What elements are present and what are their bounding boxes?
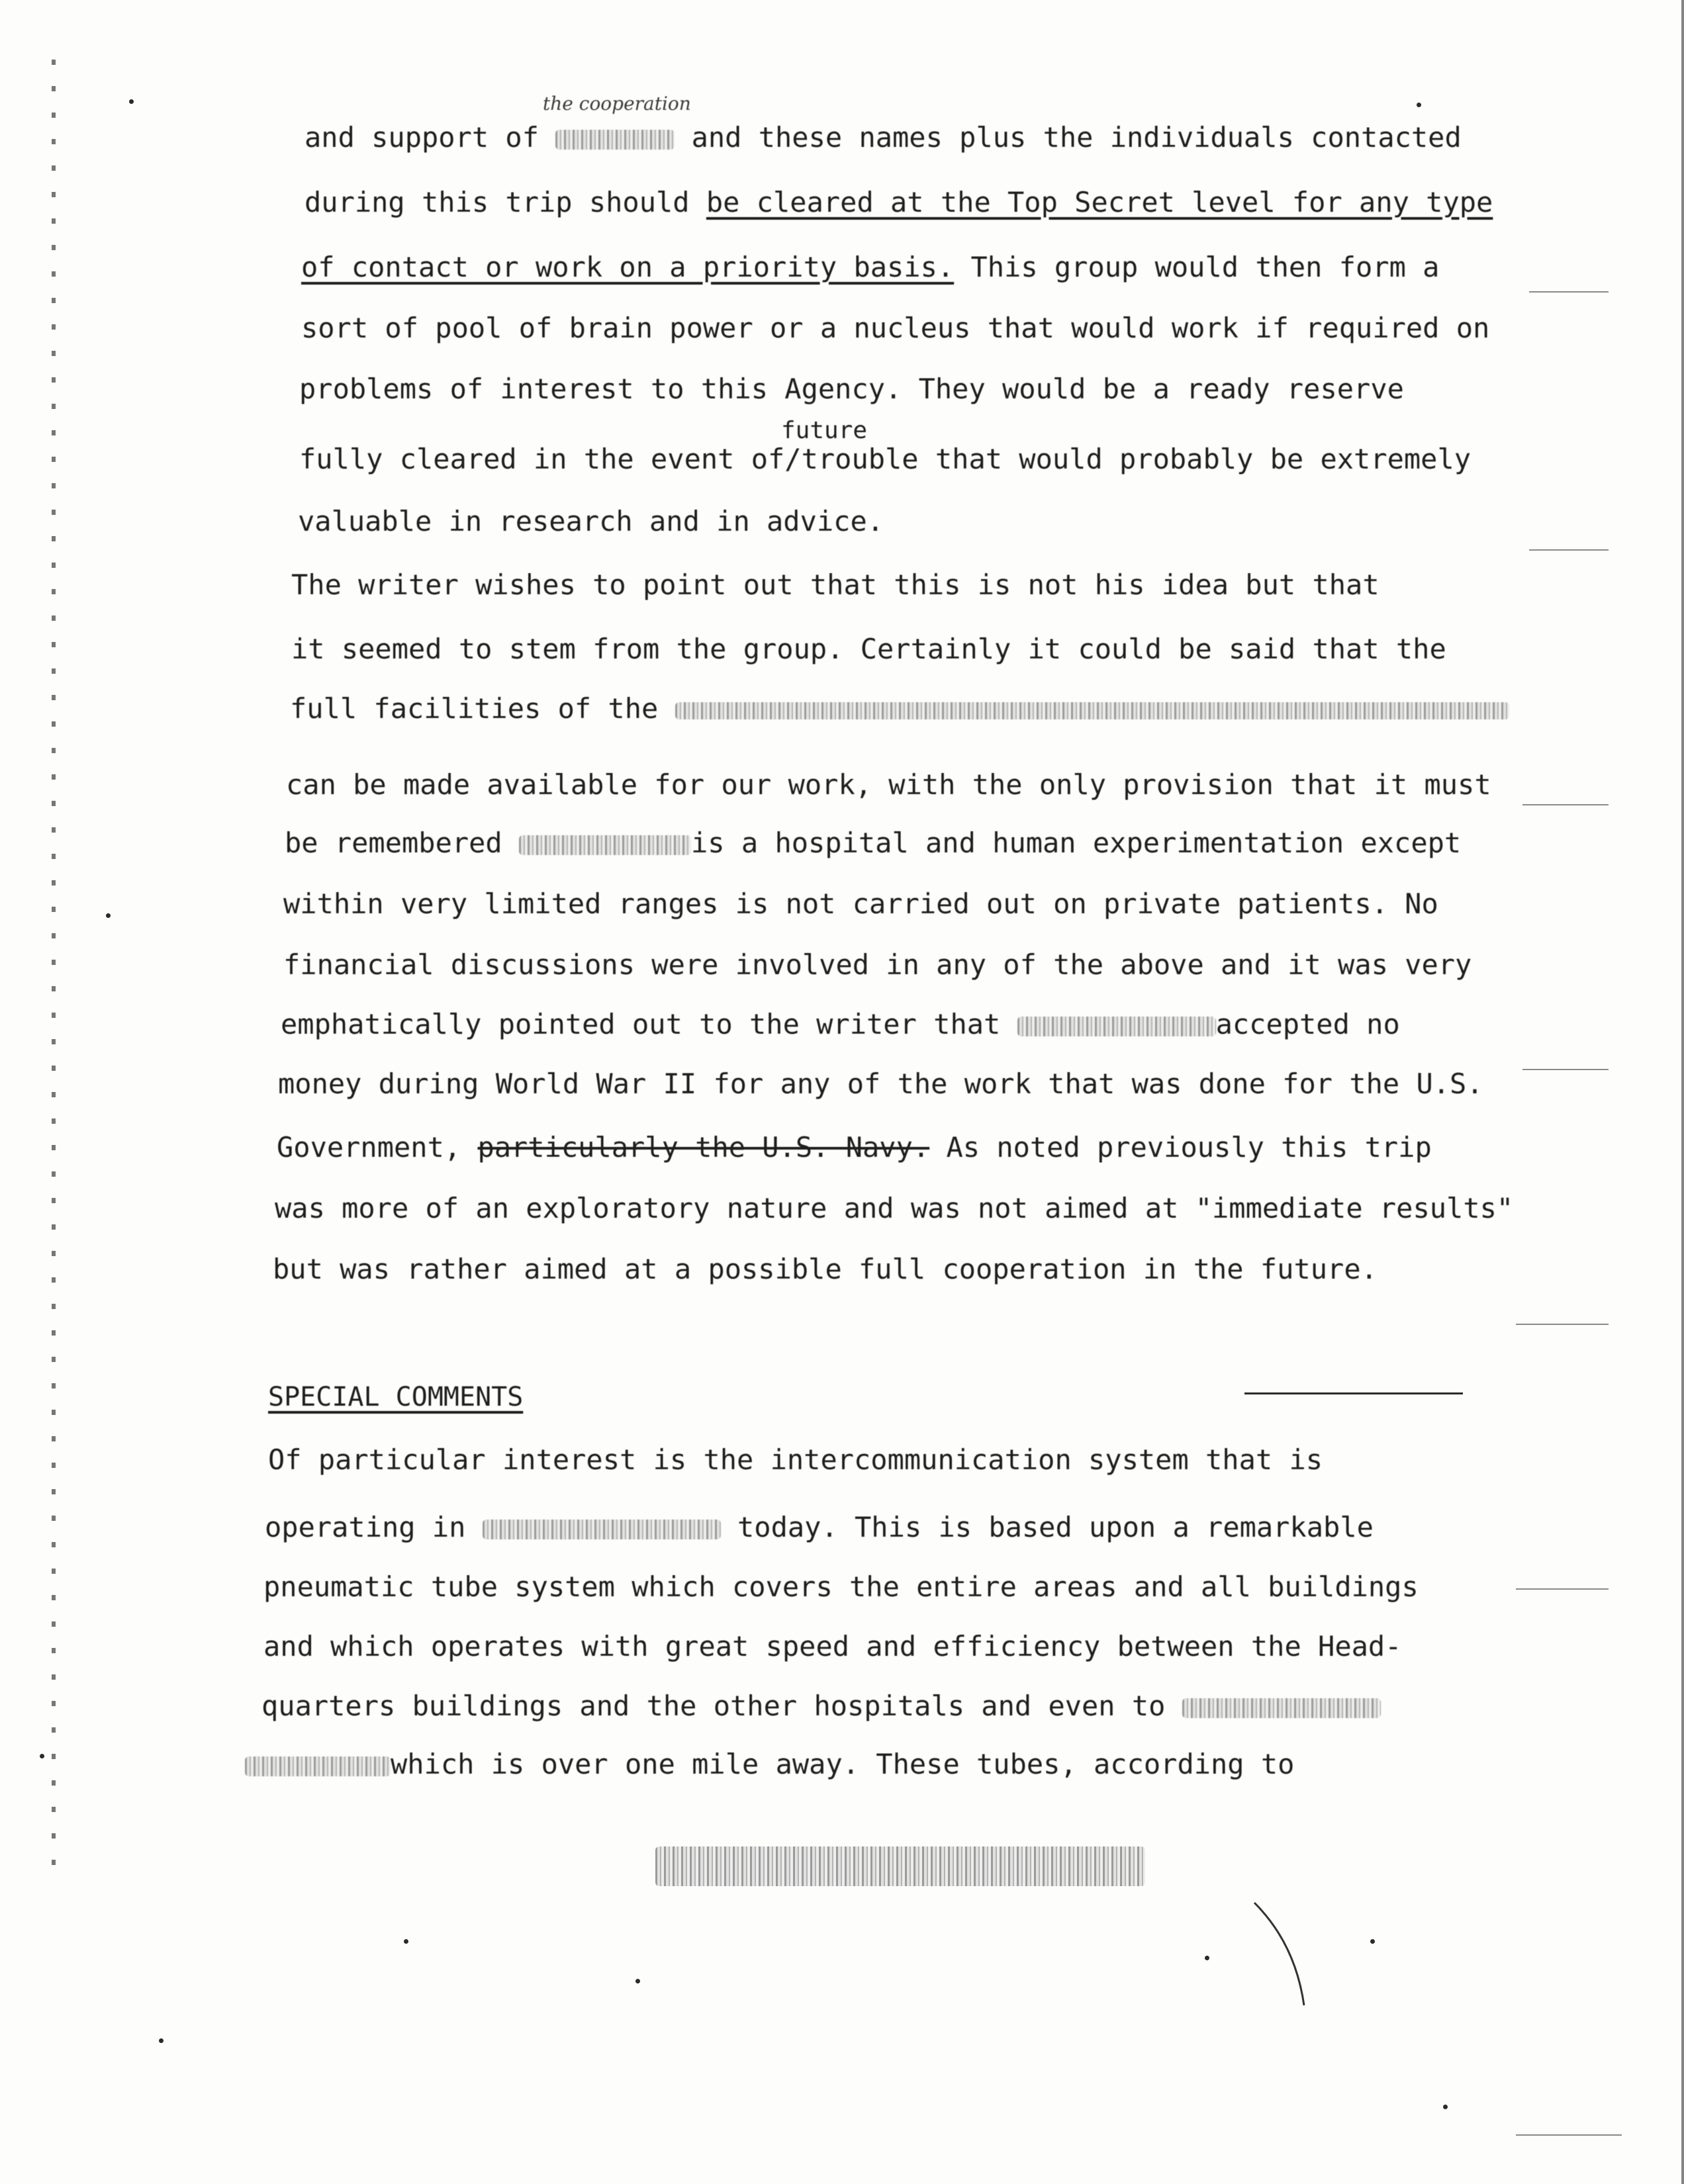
text-line: valuable in research and in advice. — [298, 505, 884, 537]
redacted-block — [655, 1846, 1145, 1886]
speckle — [129, 99, 134, 104]
text-line: it seemed to stem from the group. Certainly it could be said that the — [291, 633, 1446, 665]
text-line: fully cleared in the event of/trouble that would probably be extremely — [299, 443, 1472, 475]
text-line: pneumatic tube system which covers the entire areas and all buildings — [263, 1570, 1419, 1603]
heading-rule — [1244, 1392, 1463, 1394]
line-text: and support of — [304, 121, 556, 154]
text-line — [245, 1747, 1294, 1782]
line-text: Government, — [277, 1131, 478, 1163]
text-line: Of particular interest is the intercommunication system that is — [268, 1443, 1323, 1476]
line-text: operating in — [265, 1511, 483, 1543]
line-text: quarters buildings and the other hospitals and even to — [261, 1690, 1182, 1722]
speckle — [635, 1979, 640, 1983]
section-heading: SPECIAL COMMENTS — [268, 1382, 524, 1412]
line-text: which is over one mile away. These tubes, according to — [391, 1748, 1295, 1780]
speckle — [1417, 103, 1421, 107]
redacted-name — [555, 130, 675, 150]
redacted-place — [483, 1520, 721, 1539]
line-text: today. This is based upon a remarkable — [720, 1511, 1374, 1543]
margin-mark — [1529, 549, 1609, 551]
speckle — [40, 1754, 44, 1758]
text-line: The writer wishes to point out that this is not his idea but that — [291, 569, 1380, 601]
underlined-text: of contact or work on a priority basis. — [301, 251, 955, 283]
line-text: and these names plus the individuals contacted — [675, 121, 1462, 154]
text-line — [304, 185, 1493, 220]
speckle — [1443, 2105, 1448, 2109]
text-line — [281, 1007, 1400, 1042]
top-annotation: the cooperation — [543, 93, 691, 114]
struck-text: particularly the U.S. Navy. — [477, 1131, 930, 1163]
redacted-name — [1017, 1017, 1216, 1036]
underlined-text: be cleared at the Top Secret level for any type — [706, 186, 1493, 218]
text-line: financial discussions were involved in any of the above and it was very — [283, 948, 1472, 981]
line-text: accepted no — [1215, 1008, 1400, 1040]
speckle — [1370, 1939, 1375, 1944]
line-text: full facilities of the — [290, 692, 659, 725]
redacted-name — [519, 835, 691, 855]
pen-stroke — [1251, 1899, 1311, 2012]
margin-mark — [1516, 1588, 1609, 1590]
redacted-place — [1182, 1698, 1381, 1718]
text-line — [290, 692, 1509, 726]
text-line: but was rather aimed at a possible full cooperation in the future. — [273, 1253, 1378, 1285]
margin-mark — [1529, 291, 1609, 293]
line-text: during this trip should — [304, 186, 706, 218]
left-margin-speckles — [52, 60, 56, 1880]
text-line: within very limited ranges is not carried out on private patients. No — [283, 887, 1438, 920]
text-line: was more of an exploratory nature and was not aimed at "immediate results" — [275, 1192, 1514, 1224]
text-line: and which operates with great speed and efficiency between the Head- — [263, 1630, 1402, 1662]
right-page-edge — [1681, 0, 1684, 2184]
margin-mark — [1522, 1069, 1609, 1070]
line-text: This group would then form a — [954, 251, 1440, 283]
text-line: money during World War II for any of the work that was done for the U.S. — [278, 1068, 1483, 1100]
inserted-word: future — [781, 417, 868, 444]
redacted-place — [245, 1756, 391, 1776]
line-text: As noted previously this trip — [929, 1131, 1432, 1163]
text-line — [261, 1689, 1381, 1723]
text-line — [304, 120, 1462, 155]
speckle — [1205, 1956, 1209, 1960]
speckle — [159, 2038, 164, 2043]
text-line: can be made available for our work, with the only provision that it must — [286, 768, 1491, 801]
text-line: sort of pool of brain power or a nucleus that would work if required on — [301, 312, 1490, 344]
margin-mark — [1516, 1324, 1609, 1325]
text-line — [285, 826, 1461, 860]
speckle — [106, 913, 111, 918]
line-text: is a hospital and human experimentation except — [691, 827, 1462, 859]
redacted-institution — [675, 702, 1509, 719]
text-line: problems of interest to this Agency. They would be a ready reserve — [299, 373, 1404, 405]
text-line — [301, 250, 1439, 285]
text-line — [265, 1510, 1374, 1545]
speckle — [404, 1939, 408, 1944]
text-line — [277, 1130, 1432, 1165]
line-text: be remembered — [285, 827, 520, 859]
line-text: emphatically pointed out to the writer that — [281, 1008, 1017, 1040]
margin-mark — [1516, 2134, 1622, 2136]
margin-mark — [1522, 804, 1609, 805]
